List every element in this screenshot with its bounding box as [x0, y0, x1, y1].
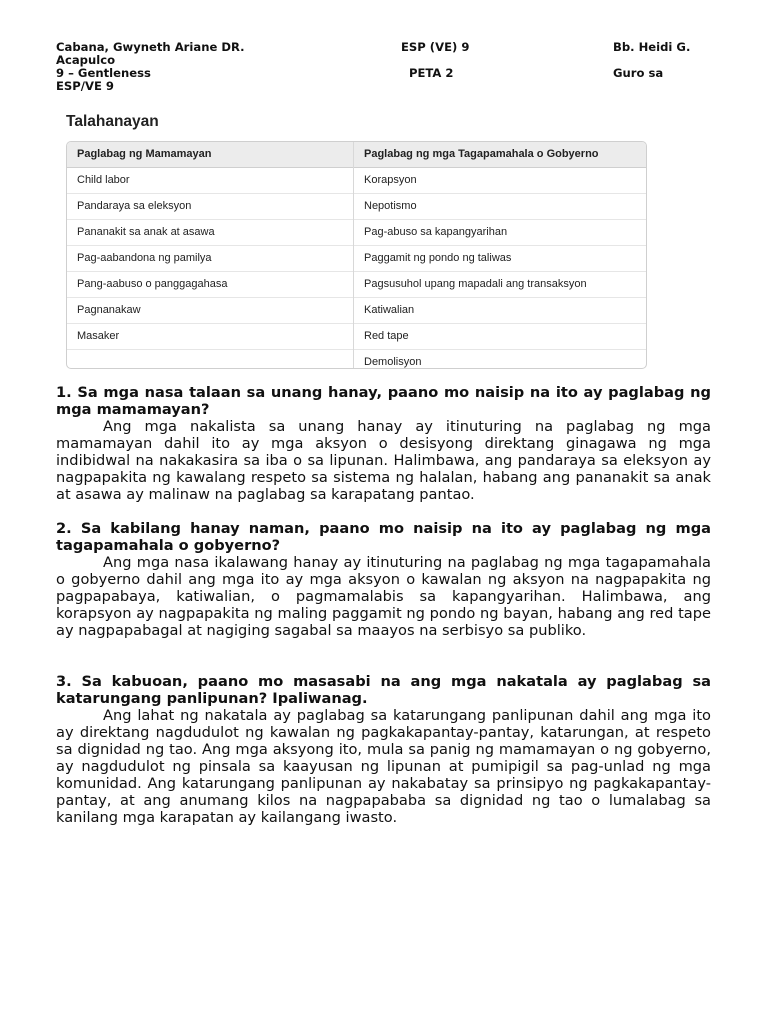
- teacher-role: Guro sa: [613, 66, 664, 80]
- table-cell: Pagnanakaw: [67, 298, 353, 324]
- teacher-surname: Acapulco: [56, 53, 116, 67]
- column-header: Paglabag ng Mamamayan: [67, 142, 353, 168]
- header-row-1: [56, 41, 716, 54]
- table-cell: Pag-abuso sa kapangyarihan: [354, 220, 647, 246]
- table-cell: Pagsusuhol upang mapadali ang transaksyon: [354, 272, 647, 298]
- answer-text: Ang mga nakalista sa unang hanay ay itinuturing na paglabag ng mga mamamayan dahil ito ay mga aksyon o desisyong direktang ginagawa ng mga indibidwal na nakakasira sa iba o sa lipunan. Halimbawa, ang pandaraya sa eleksyon ay nagpapakita ng kawalang respeto sa sistema ng halalan, habang ang pananakit sa anak at asawa ay malinaw na paglabag sa karapatang pantao.: [56, 418, 711, 503]
- header-row-3: [56, 67, 716, 80]
- column-citizens: [67, 142, 353, 368]
- document-header: [56, 41, 716, 93]
- table-cell: Katiwalian: [354, 298, 647, 324]
- task-label: PETA 2: [409, 66, 454, 80]
- table-cell: Pananakit sa anak at asawa: [67, 220, 353, 246]
- header-row-4: [56, 80, 716, 93]
- teacher-name: Bb. Heidi G.: [613, 40, 691, 54]
- column-government: [353, 142, 647, 368]
- table-cell: Korapsyon: [354, 168, 647, 194]
- question-block-1: [56, 384, 711, 503]
- table-cell: Nepotismo: [354, 194, 647, 220]
- table-cell: Pag-aabandona ng pamilya: [67, 246, 353, 272]
- student-name: Cabana, Gwyneth Ariane DR.: [56, 40, 245, 54]
- question-text: 3. Sa kabuoan, paano mo masasabi na ang mga nakatala ay paglabag sa katarungang panlipunan? Ipaliwanag.: [56, 673, 711, 707]
- answer-text: Ang mga nasa ikalawang hanay ay itinuturing na paglabag ng mga tagapamahala o gobyerno dahil ang mga ito ay mga aksyon o kawalan ng aksyon na nagpapakita ng pagpapabaya, katiwalian, o pagmamalabis sa kapangyarihan. Halimbawa, ang korapsyon ay nagpapakita ng maling paggamit ng pondo ng bayan, habang ang red tape ay nagpapabagal at nagiging sagabal sa maayos na serbisyo sa publiko.: [56, 554, 711, 639]
- section: 9 – Gentleness: [56, 66, 151, 80]
- table-title: Talahanayan: [66, 113, 159, 130]
- column-header: Paglabag ng mga Tagapamahala o Gobyerno: [354, 142, 647, 168]
- violations-table: [66, 141, 647, 369]
- question-text: 2. Sa kabilang hanay naman, paano mo naisip na ito ay paglabag ng mga tagapamahala o gobyerno?: [56, 520, 711, 554]
- table-cell: Demolisyon: [364, 356, 422, 368]
- table-cell: Paggamit ng pondo ng taliwas: [354, 246, 647, 272]
- table-cell-empty: [67, 350, 353, 369]
- subject: ESP (VE) 9: [401, 40, 470, 54]
- answer-text: Ang lahat ng nakatala ay paglabag sa katarungang panlipunan dahil ang mga ito ay direktang nagdudulot ng kawalan ng pagkakapantay-pantay, katarungan, at respeto sa dignidad ng tao. Ang mga aksyong ito, mula sa panig ng mamamayan o ng gobyerno, ay nagdudulot ng pinsala sa kaayusan ng lipunan at pumipigil sa pag-unlad ng mga komunidad. Ang katarungang panlipunan ay nakabatay sa prinsipyo ng pagkakapantay-pantay, at ang anumang kilos na nagpapababa sa dignidad ng tao o lumalabag sa kanilang mga karapatan ay kailangang iwasto.: [56, 707, 711, 826]
- table-cell: Child labor: [67, 168, 353, 194]
- table-cell: Masaker: [67, 324, 353, 350]
- question-block-2: [56, 520, 711, 639]
- teacher-subject: ESP/VE 9: [56, 79, 114, 93]
- table-cell: Pandaraya sa eleksyon: [67, 194, 353, 220]
- table-cell: Red tape: [354, 324, 647, 350]
- question-text: 1. Sa mga nasa talaan sa unang hanay, paano mo naisip na ito ay paglabag ng mga mamamayan?: [56, 384, 711, 418]
- question-block-3: [56, 673, 711, 826]
- table-cell: Pang-aabuso o panggagahasa: [67, 272, 353, 298]
